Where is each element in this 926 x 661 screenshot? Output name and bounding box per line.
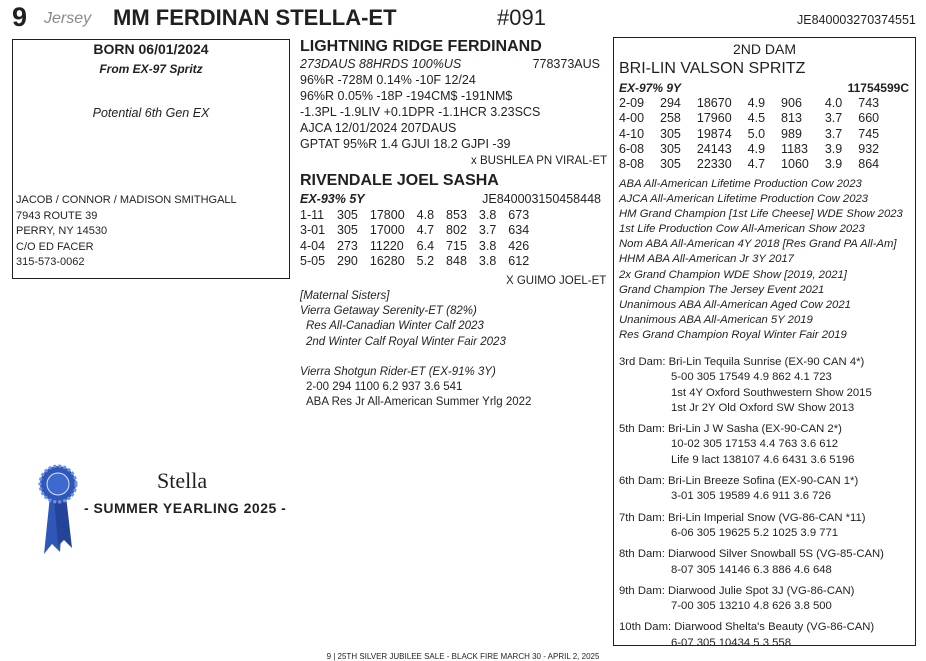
- award-cow-name: Stella: [157, 468, 208, 493]
- second-dam-heading: 2ND DAM: [732, 41, 796, 57]
- ancestor-dam: [619, 511, 884, 542]
- record-cell: 290: [337, 254, 358, 269]
- sire-line-4: -1.3PL -1.9LIV +0.1DPR -1.1HCR 3.23SCS: [300, 105, 541, 119]
- ancestor-dam-title: 5th Dam: Bri-Lin J W Sasha (EX-90-CAN 2*): [619, 423, 842, 436]
- dam-subheader: [300, 192, 601, 207]
- dam-sire: X GUIMO JOEL-ET: [506, 275, 607, 287]
- lot-code: #091: [497, 5, 546, 30]
- birth-date: BORN 06/01/2024: [93, 41, 209, 57]
- record-cell: 4-00: [619, 111, 645, 126]
- second-dam-record-row: [619, 111, 895, 126]
- page-footer: 9 | 25TH SILVER JUBILEE SALE - BLACK FIRE MARCH 30 - APRIL 2, 2025: [326, 652, 600, 661]
- record-cell: 18670: [696, 96, 732, 110]
- sister-1-name: Vierra Getaway Serenity-ET (82%): [300, 305, 477, 318]
- record-cell: 715: [446, 238, 467, 253]
- record-cell: 6-08: [619, 141, 645, 156]
- record-cell: 426: [508, 238, 530, 253]
- ancestor-dam-title: 3rd Dam: Bri-Lin Tequila Sunrise (EX-90 CAN 4*): [619, 356, 865, 368]
- ancestor-dam-title: 6th Dam: Bri-Lin Breeze Sofina (EX-90-CAN 1*): [619, 475, 859, 488]
- sire-line-5: AJCA 12/01/2024 207DAUS: [300, 121, 457, 135]
- honor-item: Unanimous ABA All-American 5Y 2019: [619, 313, 813, 326]
- record-cell: 4.9: [747, 141, 766, 156]
- phone-number: 315-573-0062: [16, 256, 85, 268]
- record-cell: 743: [858, 96, 880, 110]
- record-cell: 3.8: [478, 208, 497, 222]
- dam-record-row: [300, 208, 541, 223]
- record-cell: 802: [446, 223, 467, 238]
- second-dam-record-row: [619, 142, 895, 157]
- second-dam-record-row: [619, 96, 895, 111]
- ancestor-dam-detail: 6-07 305 10434 5.3 558: [671, 636, 791, 649]
- record-cell: 1183: [781, 141, 808, 156]
- lot-number: 9: [12, 2, 28, 32]
- ancestor-dam-detail: 1st 4Y Oxford Southwestern Show 2015: [671, 386, 872, 399]
- record-cell: 3.7: [824, 111, 843, 126]
- record-cell: 17800: [369, 208, 405, 222]
- record-cell: 11220: [369, 238, 404, 253]
- record-cell: 4-10: [619, 126, 645, 141]
- ancestor-dam: [619, 620, 884, 651]
- maternal-sisters: [300, 289, 531, 410]
- ancestor-dam: [619, 355, 884, 416]
- sister-2-record: 2-00 294 1100 6.2 937 3.6 541: [306, 381, 463, 394]
- dam-records-table: [300, 208, 541, 270]
- record-cell: 258: [660, 111, 681, 126]
- consignor-block: [16, 193, 237, 271]
- dam-classification: EX-93% 5Y: [300, 192, 365, 206]
- ancestor-dam-detail: 3-01 305 19589 4.6 911 3.6 726: [671, 490, 831, 503]
- record-cell: 4.8: [416, 208, 435, 222]
- record-cell: 853: [446, 208, 467, 222]
- record-cell: 634: [508, 223, 530, 238]
- record-cell: 3-01: [300, 223, 326, 238]
- second-dam-name: BRI-LIN VALSON SPRITZ: [619, 60, 806, 77]
- breed-label: Jersey: [44, 10, 92, 27]
- record-cell: 4.9: [747, 96, 766, 110]
- ancestor-dam: [619, 547, 884, 578]
- record-cell: 660: [858, 111, 880, 126]
- record-cell: 4.0: [824, 96, 843, 110]
- ancestor-dam-detail: 8-07 305 14146 6.3 886 4.6 648: [671, 563, 832, 576]
- record-cell: 273: [337, 238, 358, 253]
- potential-note: Potential 6th Gen EX: [92, 106, 210, 120]
- record-cell: 4-04: [300, 238, 326, 253]
- record-cell: 612: [508, 254, 530, 269]
- dam-record-row: [300, 223, 541, 238]
- maternal-sisters-heading: [Maternal Sisters]: [300, 290, 390, 302]
- second-dam-classification: EX-97% 9Y: [619, 81, 682, 95]
- honor-item: 1st Life Production Cow All-American Show 2023: [619, 223, 865, 236]
- record-cell: 4.7: [747, 157, 766, 172]
- sire-of-sire: x BUSHLEA PN VIRAL-ET: [471, 155, 608, 167]
- dam-name: RIVENDALE JOEL SASHA: [300, 172, 499, 189]
- second-dam-box: [613, 37, 916, 649]
- ancestor-dam-detail: 1st Jr 2Y Old Oxford SW Show 2013: [671, 401, 855, 414]
- ancestor-dam: [619, 474, 884, 505]
- record-cell: 16280: [369, 254, 405, 269]
- address-line-2: PERRY, NY 14530: [16, 225, 108, 237]
- dam-record-row: [300, 254, 541, 269]
- honor-item: AJCA All-American Lifetime Production Cow 2023: [619, 193, 869, 206]
- record-cell: 294: [660, 96, 681, 110]
- dam-registration: JE840003150458448: [482, 192, 601, 206]
- ancestor-dam-title: 10th Dam: Diarwood Shelta's Beauty (VG-86-CAN): [619, 621, 875, 634]
- sire-line-2: 96%R -728M 0.14% -10F 12/24: [300, 73, 476, 87]
- sister-2-honor: ABA Res Jr All-American Summer Yrlg 2022: [306, 396, 532, 409]
- record-cell: 2-09: [619, 96, 645, 110]
- record-cell: 305: [660, 126, 681, 141]
- sire-line-1: [300, 57, 600, 72]
- care-of: C/O ED FACER: [16, 240, 94, 253]
- record-cell: 305: [337, 208, 358, 222]
- honor-item: 2x Grand Champion WDE Show [2019, 2021]: [619, 268, 847, 281]
- ancestor-dam: [619, 422, 884, 468]
- record-cell: 305: [660, 157, 681, 172]
- ancestor-dam-detail: 7-00 305 13210 4.8 626 3.8 500: [671, 600, 832, 613]
- record-cell: 932: [858, 141, 880, 156]
- record-cell: 305: [660, 141, 681, 156]
- record-cell: 848: [446, 254, 467, 269]
- record-cell: 5-05: [300, 254, 326, 269]
- sire-name: LIGHTNING RIDGE FERDINAND: [300, 38, 542, 55]
- ancestor-dam-detail: 5-00 305 17549 4.9 862 4.1 723: [671, 371, 832, 384]
- sister-2-name: Vierra Shotgun Rider-ET (EX-91% 3Y): [300, 365, 496, 378]
- second-dam-honors: [619, 177, 903, 343]
- record-cell: 8-08: [619, 157, 645, 172]
- owner-names: JACOB / CONNOR / MADISON SMITHGALL: [16, 194, 237, 206]
- animal-name: MM FERDINAN STELLA-ET: [113, 5, 397, 30]
- sire-line-3: 96%R 0.05% -18P -194CM$ -191NM$: [300, 89, 513, 103]
- record-cell: 3.7: [478, 223, 497, 238]
- record-cell: 3.7: [824, 126, 843, 141]
- record-cell: 3.9: [824, 141, 843, 156]
- record-cell: 745: [858, 126, 880, 141]
- award-title: - SUMMER YEARLING 2025 -: [84, 500, 287, 516]
- ancestor-dam-detail: Life 9 lact 138107 4.6 6431 3.6 5196: [671, 453, 855, 466]
- ancestor-dam: [619, 584, 884, 615]
- dam-reference: From EX-97 Spritz: [99, 62, 203, 76]
- ancestor-dam-detail: 10-02 305 17153 4.4 763 3.6 612: [671, 438, 839, 451]
- blue-ribbon-icon: [36, 462, 80, 556]
- second-dam-subheader: [619, 81, 909, 95]
- record-cell: 305: [337, 223, 358, 238]
- honor-item: Unanimous ABA All-American Aged Cow 2021: [619, 298, 851, 311]
- record-cell: 3.9: [824, 157, 843, 172]
- record-cell: 3.8: [478, 254, 497, 269]
- info-box: [12, 39, 290, 279]
- sister-1-honor: 2nd Winter Calf Royal Winter Fair 2023: [306, 335, 506, 348]
- ancestor-dams: [619, 355, 884, 657]
- record-cell: 19874: [696, 126, 732, 141]
- second-dam-record-row: [619, 157, 895, 172]
- record-cell: 5.2: [416, 254, 435, 269]
- record-cell: 1-11: [300, 208, 325, 222]
- record-cell: 1060: [781, 157, 809, 172]
- honor-item: ABA All-American Lifetime Production Cow 2023: [619, 178, 862, 190]
- honor-item: Grand Champion The Jersey Event 2021: [619, 283, 825, 296]
- record-cell: 5.0: [747, 126, 766, 141]
- record-cell: 6.4: [416, 238, 435, 253]
- record-cell: 906: [781, 96, 802, 110]
- honor-item: Res Grand Champion Royal Winter Fair 2019: [619, 328, 847, 341]
- record-cell: 17000: [369, 223, 405, 238]
- address-line-1: 7943 ROUTE 39: [16, 209, 98, 222]
- sister-1-honor: Res All-Canadian Winter Calf 2023: [306, 320, 484, 333]
- sire-registration: 778373AUS: [532, 57, 600, 71]
- record-cell: 24143: [696, 141, 732, 156]
- ancestor-dam-detail: 6-06 305 19625 5.2 1025 3.9 771: [671, 526, 839, 539]
- record-cell: 4.7: [416, 223, 435, 238]
- ancestor-dam-title: 9th Dam: Diarwood Julie Spot 3J (VG-86-CAN): [619, 584, 855, 597]
- honor-item: HM Grand Champion [1st Life Cheese] WDE Show 2023: [619, 208, 903, 221]
- sire-proof-summary: 273DAUS 88HRDS 100%US: [300, 57, 462, 71]
- record-cell: 22330: [696, 157, 732, 172]
- second-dam-records-table: [619, 96, 895, 172]
- record-cell: 3.8: [478, 238, 497, 253]
- registration-number: JE840003270374551: [797, 13, 916, 27]
- record-cell: 813: [781, 111, 802, 126]
- record-cell: 17960: [696, 111, 732, 126]
- ancestor-dam-title: 7th Dam: Bri-Lin Imperial Snow (VG-86-CAN *11): [619, 511, 866, 524]
- record-cell: 864: [858, 157, 880, 172]
- record-cell: 4.5: [747, 111, 766, 126]
- record-cell: 989: [781, 126, 802, 141]
- sire-line-6: GPTAT 95%R 1.4 GJUI 18.2 GJPI -39: [300, 137, 511, 151]
- second-dam-registration: 11754599C: [847, 81, 909, 95]
- second-dam-record-row: [619, 127, 895, 142]
- honor-item: Nom ABA All-American 4Y 2018 [Res Grand PA All-Am]: [619, 238, 897, 251]
- ancestor-dam-title: 8th Dam: Diarwood Silver Snowball 5S (VG-85-CAN): [619, 548, 884, 561]
- record-cell: 673: [508, 208, 530, 222]
- dam-record-row: [300, 239, 541, 254]
- honor-item: HHM ABA All-American Jr 3Y 2017: [619, 253, 794, 266]
